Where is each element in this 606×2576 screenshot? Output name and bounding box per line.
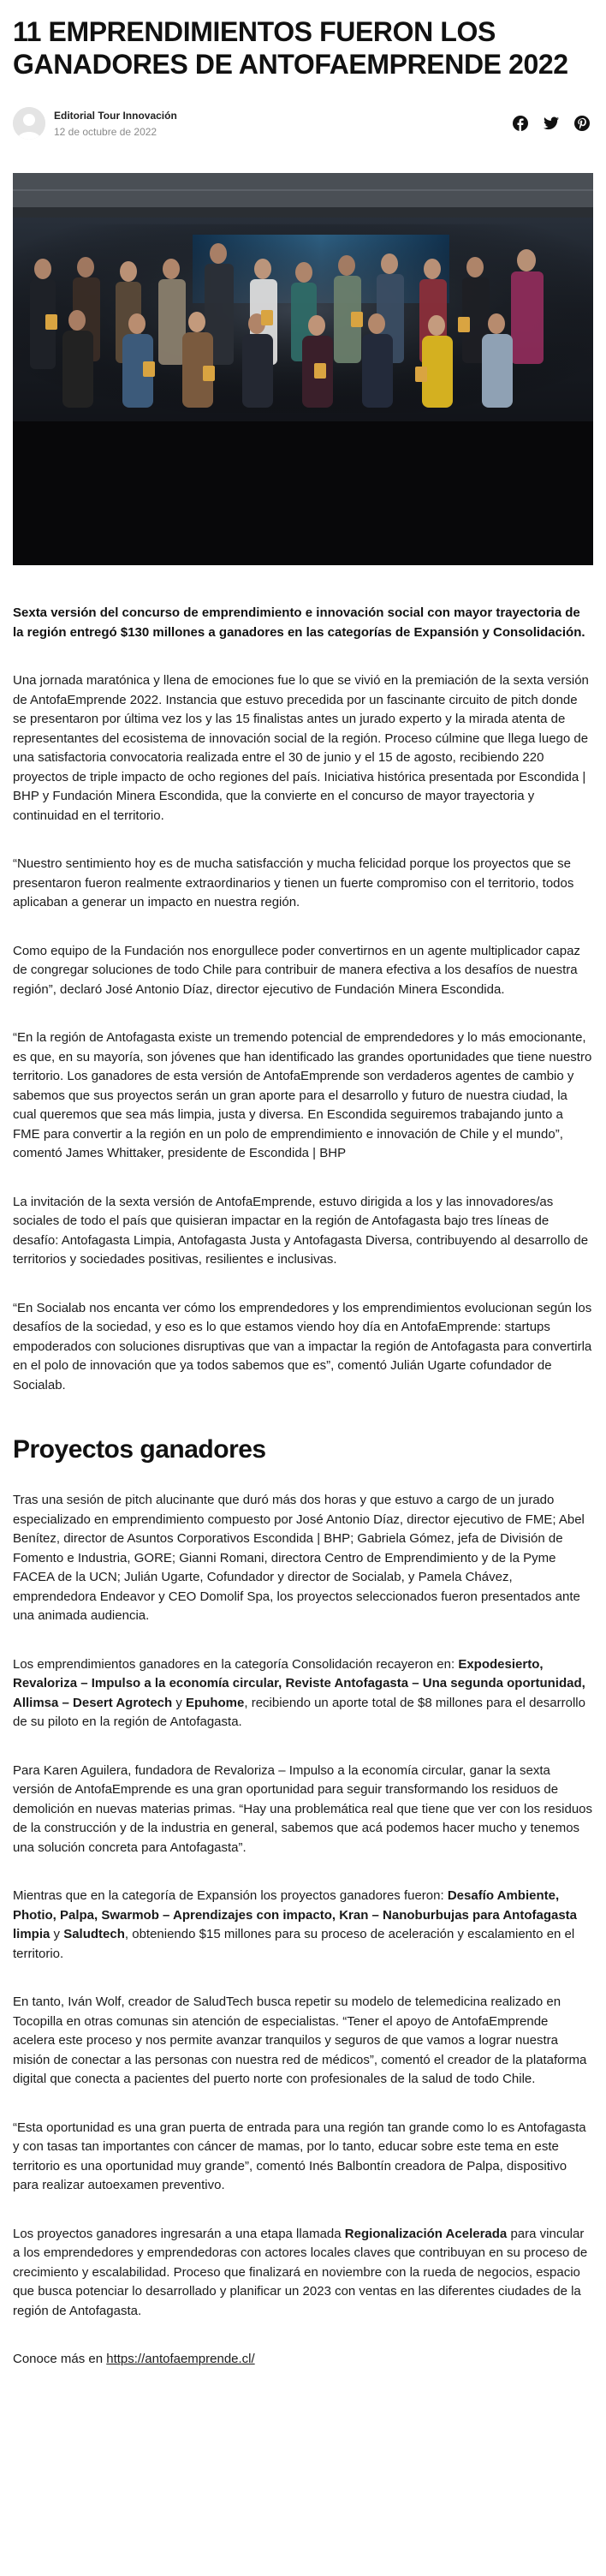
article-meta bbox=[13, 104, 593, 142]
user-silhouette-icon bbox=[13, 107, 45, 140]
winners-group-photo bbox=[13, 173, 593, 565]
text-segment: , obteniendo $15 millones para su proceso de aceleración y escalamiento en el territorio. bbox=[13, 1927, 575, 1961]
section-heading: Proyectos ganadores bbox=[13, 1435, 266, 1464]
antofaemprende-link[interactable]: https://antofaemprende.cl/ bbox=[106, 2352, 255, 2366]
share-buttons bbox=[513, 116, 593, 131]
body-paragraph: Como equipo de la Fundación nos enorgullece poder convertirnos en un agente multiplicador capaz de congregar soluciones de todo Chile para contribuir de manera efectiva a los desafíos de nuestra región”, declaró José Antonio Díaz, director ejecutivo de Fundación Minera Escondida. bbox=[13, 943, 580, 997]
article-body bbox=[13, 604, 593, 2370]
author-block bbox=[13, 107, 177, 140]
winner-saludtech: Saludtech bbox=[63, 1927, 125, 1941]
facebook-icon bbox=[513, 116, 528, 131]
author-name[interactable]: Editorial Tour Innovación bbox=[54, 109, 177, 122]
featured-image bbox=[13, 173, 593, 565]
twitter-icon bbox=[544, 116, 559, 130]
body-paragraph: En tanto, Iván Wolf, creador de SaludTech busca repetir su modelo de telemedicina realizado en Tocopilla en otras comunas sin atención de especialistas. “Tener el apoyo de AntofaEmprende acelera este proceso y nos permite avanzar tranquilos y seguros de que vamos a lograr nuestra misión de conectar a las personas con nuestra red de médicos”, comentó el creador de la plataforma digital que conecta a pacientes del puerto norte con profesionales de la salud de todo Chile. bbox=[13, 1995, 587, 2086]
body-paragraph: “Esta oportunidad es una gran puerta de entrada para una región tan grande como lo es Antofagasta y con tasas tan importantes con cáncer de mamas, por lo tanto, educar sobre este tema en este territorio es una oportunidad muy grande”, comentó Inés Balbontín creadora de Palpa, dispositivo para realizar autoexamen preventivo. bbox=[13, 2120, 586, 2192]
author-info bbox=[54, 109, 177, 139]
avatar[interactable] bbox=[13, 107, 45, 140]
post-date: 12 de octubre de 2022 bbox=[54, 125, 157, 138]
share-twitter-button[interactable] bbox=[544, 116, 559, 131]
more-info-label: Conoce más en bbox=[13, 2352, 107, 2366]
body-paragraph: Tras una sesión de pitch alucinante que duró más dos horas y que estuvo a cargo de un jurado especializado en emprendimiento compuesto por José Antonio Díaz, director ejecutivo de FME; Abel Benítez, director de Asuntos Corporativos Escondida | BHP; Gabriela Gómez, jefa de División de Fomento e Industria, GORE; Gianni Romani, directora Centro de Emprendimiento y de la Pyme FACEA de la UCN; Julián Ugarte, Cofundador y director de Socialab, y Pamela Chávez, emprendedora Endeavor y CEO Domolif Spa, los proyectos seleccionados fueron presentados ante una animada audiencia. bbox=[13, 1493, 585, 1623]
lead-paragraph: Sexta versión del concurso de emprendimiento e innovación social con mayor trayectoria de la región entregó $130 millones a ganadores en las categorías de Expansión y Consolidación. bbox=[13, 605, 585, 640]
winners-expansion: Desafío Ambiente, Photio, Palpa, Swarmob – Aprendizajes con impacto, Kran – Nanoburbujas para Antofagasta limpia bbox=[13, 1888, 578, 1941]
body-paragraph: “En Socialab nos encanta ver cómo los emprendedores y los emprendimientos evolucionan según los desafíos de la sociedad, y eso es lo que estamos viendo hoy día en AntofaEmprende: startups empoderados con soluciones disruptivas que van a impactar la región de Antofagasta para convertirla en el polo de innovación que ya todos sabemos que es”, comentó Julián Ugarte cofundador de Socialab. bbox=[13, 1300, 592, 1392]
body-paragraph bbox=[13, 1887, 593, 1964]
text-segment: Mientras que en la categoría de Expansión los proyectos ganadores fueron: bbox=[13, 1888, 448, 1903]
text-segment: Los emprendimientos ganadores en la categoría Consolidación recayeron en: bbox=[13, 1656, 459, 1672]
text-segment: Los proyectos ganadores ingresarán a una etapa llamada bbox=[13, 2226, 345, 2241]
winner-epuhome: Epuhome bbox=[186, 1695, 245, 1710]
body-paragraph bbox=[13, 2225, 593, 2322]
body-paragraph: “En la región de Antofagasta existe un tremendo potencial de emprendedores y lo más emocionante, es que, en su mayoría, son jóvenes que han identificado las grandes oportunidades que tiene nuestro territorio. Los ganadores de esta versión de AntofaEmprende son verdaderos agentes de cambio y sabemos que sus proyectos serán un gran aporte para el desarrollo y futuro de nuestra ciudad, la cual queremos que sea más limpia, justa y diversa. En Escondida seguiremos trabajando junto a FME para convertir a la región en un polo de emprendimiento e innovación de Chile y el mundo”, comentó James Whittaker, presidente de Escondida | BHP bbox=[13, 1030, 592, 1160]
text-segment: para vincular a los emprendedores y emprendedoras con actores locales claves que contribuyan en su proceso de crecimiento y escalabilidad. Proceso que finalizará en noviembre con la rueda de negocios, espacio que busca potenciar lo desarrollado y planificar un 2023 con ventas en las diferentes ciudades de la región de Antofagasta. bbox=[13, 2226, 588, 2318]
article-title: 11 EMPRENDIMIENTOS FUERON LOS GANADORES DE ANTOFAEMPRENDE 2022 bbox=[13, 16, 568, 80]
text-segment: y bbox=[50, 1927, 64, 1941]
text-segment: , recibiendo un aporte total de $8 millones para el desarrollo de su piloto en la región de Antofagasta. bbox=[13, 1695, 585, 1729]
text-segment: y bbox=[172, 1695, 187, 1710]
winners-consolidacion: Expodesierto, Revaloriza – Impulso a la economía circular, Reviste Antofagasta – Una segunda oportunidad, Allimsa – Desert Agrotech bbox=[13, 1656, 585, 1710]
pinterest-icon bbox=[574, 116, 590, 131]
body-paragraph: “Nuestro sentimiento hoy es de mucha satisfacción y mucha felicidad porque los proyectos que se presentaron fueron realmente extraordinarios y tienen un fuerte compromiso con el territorio, todos aplicaban a generar un impacto en nuestra región. bbox=[13, 856, 574, 909]
share-pinterest-button[interactable] bbox=[574, 116, 590, 131]
share-facebook-button[interactable] bbox=[513, 116, 528, 131]
more-info-paragraph bbox=[13, 2350, 593, 2370]
body-paragraph bbox=[13, 1655, 593, 1732]
body-paragraph: Una jornada maratónica y llena de emociones fue lo que se vivió en la premiación de la sexta versión de AntofaEmprende 2022. Instancia que estuvo precedida por un fascinante circuito de pitch donde se presentaron por última vez los y las 15 finalistas antes un jurado experto y la mirada atenta de representantes del ecosistema de innovación social de la región. Proceso cúlmine que llega luego de una satisfactoria convocatoria realizada entre el 30 de junio y el 15 de agosto, recibiendo 220 proyectos de triple impacto de ocho regiones del país. Iniciativa histórica presentada por Escondida | BHP y Fundación Minera Escondida, que la convierte en el concurso de mayor trayectoria y continuidad en el territorio. bbox=[13, 673, 589, 823]
body-paragraph: La invitación de la sexta versión de AntofaEmprende, estuvo dirigida a los y las innovadores/as sociales de todo el país que quisieran impactar en la región de Antofagasta bajo tres líneas de desafío: Antofagasta Limpia, Antofagasta Justa y Antofagasta Diversa, contribuyendo al desarrollo de territorios y sociedades positivas, resilientes e inclusivas. bbox=[13, 1194, 589, 1267]
body-paragraph: Para Karen Aguilera, fundadora de Revaloriza – Impulso a la economía circular, ganar la sexta versión de AntofaEmprende es una gran oportunidad para seguir transformando los residuos de demolición en nuevas materias primas. “Hay una problemática real que tiene que ver con los residuos de la construcción y de la industria en general, sabemos que acá podemos hacer mucho y tenemos una solución concreta para Antofagasta”. bbox=[13, 1762, 593, 1855]
program-name: Regionalización Acelerada bbox=[344, 2226, 508, 2241]
